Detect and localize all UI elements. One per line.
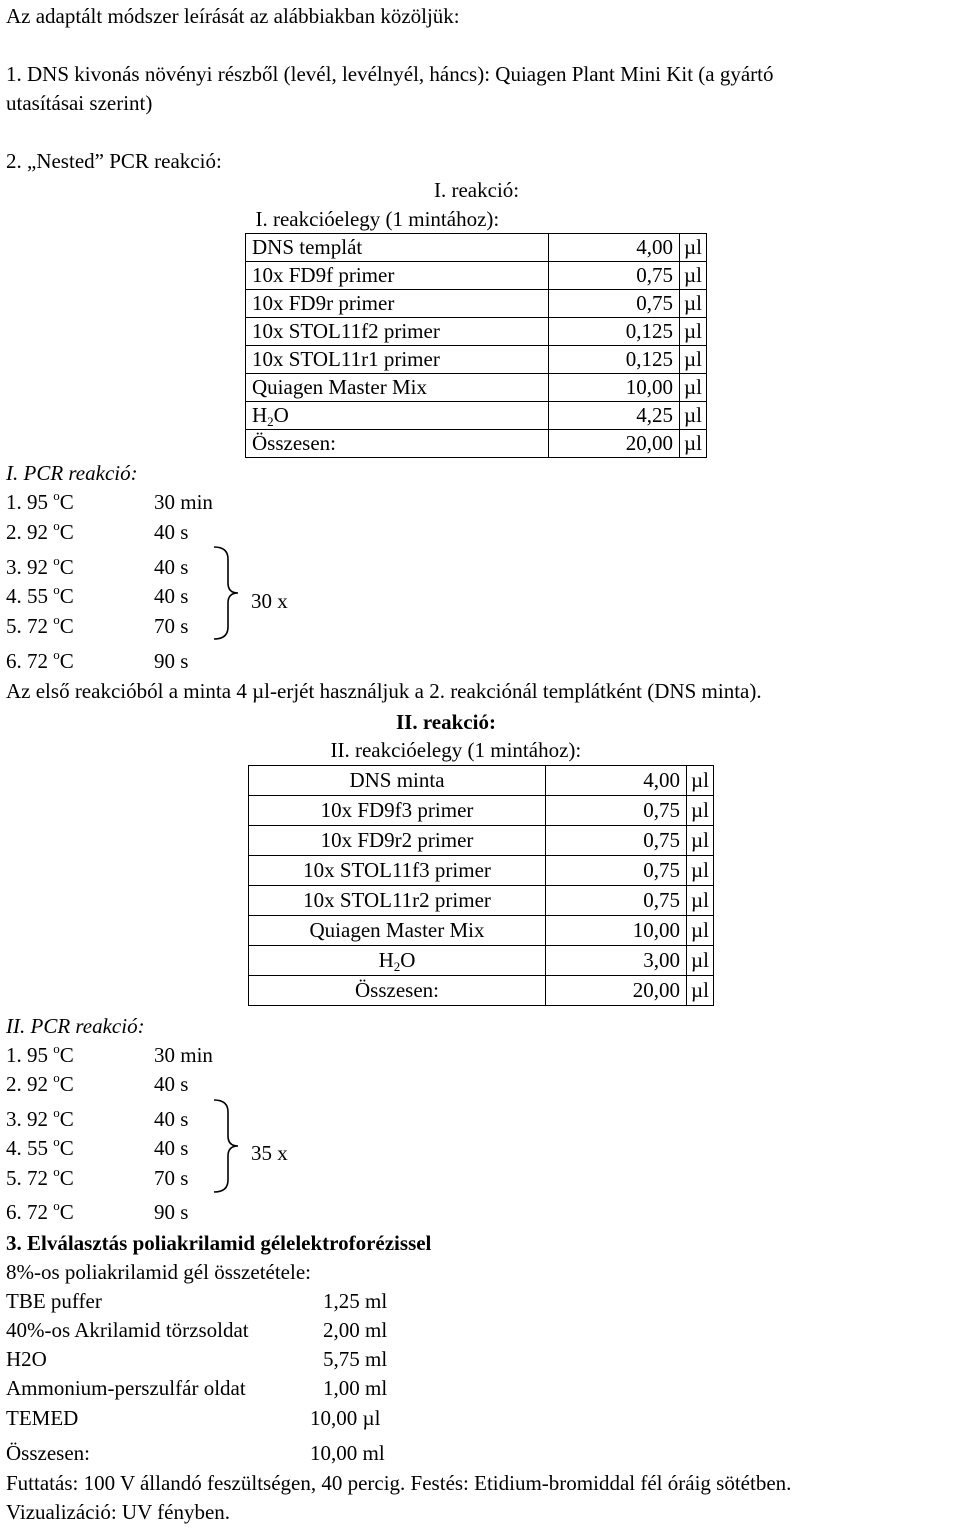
reagent-unit: µl — [680, 402, 707, 430]
reagent-volume: 0,75 — [546, 856, 687, 886]
pcr-step-temp: 3. 92 — [6, 555, 48, 579]
pcr-step-unit: C — [59, 555, 74, 579]
total-row — [249, 976, 714, 1006]
reagent-name: Quiagen Master Mix — [246, 374, 549, 402]
pcr-step-time: 40 s — [154, 1072, 189, 1096]
gel-component-amount: 1,00 ml — [323, 1376, 388, 1400]
pcr-step-time: 90 s — [154, 1200, 189, 1224]
gel-total-label: Összesen: — [6, 1441, 90, 1465]
reagent-name: 10x FD9f primer — [246, 262, 549, 290]
reagent-volume: 10,00 — [546, 916, 687, 946]
total-volume: 20,00 — [546, 976, 687, 1006]
pcr-step-unit: C — [59, 1166, 74, 1190]
total-row — [246, 430, 707, 458]
table-row — [246, 374, 707, 402]
table-row — [249, 826, 714, 856]
gel-component-name: H2O — [6, 1347, 47, 1371]
gel-component-name: TEMED — [6, 1406, 79, 1430]
gel-component-amount: 2,00 ml — [323, 1318, 388, 1342]
reagent-volume: 4,00 — [546, 766, 687, 796]
reagent-name: 10x FD9f3 primer — [249, 796, 546, 826]
reagent-volume: 0,75 — [546, 826, 687, 856]
reagent-unit: µl — [680, 318, 707, 346]
reagent-name: Quiagen Master Mix — [249, 916, 546, 946]
pcr-step-unit: C — [59, 490, 74, 514]
reagent-name-base: H — [378, 948, 394, 972]
reaction1-mix-title: I. reakcióelegy (1 mintához): — [255, 207, 500, 231]
intro-text: Az adaptált módszer leírását az alábbiakban közöljük: — [6, 4, 460, 28]
degree-sign: o — [53, 1041, 60, 1056]
pcr-step — [6, 518, 74, 544]
gel-component-name: TBE puffer — [6, 1289, 102, 1313]
reagent-name — [249, 946, 546, 976]
pcr-step-unit: C — [59, 520, 74, 544]
table-row — [246, 234, 707, 262]
pcr-step — [6, 1164, 74, 1190]
reagent-volume: 10,00 — [549, 374, 680, 402]
reagent-volume: 4,25 — [549, 402, 680, 430]
pcr-step-temp: 4. 55 — [6, 1136, 48, 1160]
pcr-step-unit: C — [59, 1200, 74, 1224]
degree-sign: o — [53, 1164, 60, 1179]
reagent-unit: µl — [680, 262, 707, 290]
reagent-name: 10x FD9r primer — [246, 290, 549, 318]
step1-line1: 1. DNS kivonás növényi részből (levél, levélnyél, háncs): Quiagen Plant Mini Kit (a gyártó — [6, 62, 774, 86]
pcr-step-temp: 6. 72 — [6, 649, 48, 673]
table-row — [249, 796, 714, 826]
table-row — [249, 946, 714, 976]
degree-sign: o — [53, 1198, 60, 1213]
pcr-step-unit: C — [59, 649, 74, 673]
pcr1-title: I. PCR reakció: — [6, 461, 138, 485]
transfer-note: Az első reakcióból a minta 4 µl-erjét használjuk a 2. reakciónál templátként (DNS minta). — [6, 679, 762, 703]
pcr-step — [6, 1198, 74, 1224]
degree-sign: o — [53, 488, 60, 503]
pcr-step-time: 70 s — [154, 1166, 189, 1190]
table-row — [246, 346, 707, 374]
degree-sign: o — [53, 518, 60, 533]
pcr-step-unit: C — [59, 614, 74, 638]
reagent-name-suffix: O — [273, 403, 289, 427]
gel-component-name: Ammonium-perszulfár oldat — [6, 1376, 246, 1400]
degree-sign: o — [53, 553, 60, 568]
visual-note: Vizualizáció: UV fényben. — [6, 1500, 231, 1524]
pcr-step — [6, 1041, 74, 1067]
reagent-name: 10x STOL11r1 primer — [246, 346, 549, 374]
pcr-step — [6, 553, 74, 579]
pcr-step — [6, 1070, 74, 1096]
degree-sign: o — [53, 1134, 60, 1149]
gel-component-amount: 10,00 µl — [310, 1406, 381, 1430]
gel-title: 8%-os poliakrilamid gél összetétele: — [6, 1260, 311, 1284]
degree-sign: o — [53, 647, 60, 662]
reagent-name: 10x STOL11r2 primer — [249, 886, 546, 916]
pcr-step-temp: 2. 92 — [6, 520, 48, 544]
total-unit: µl — [687, 976, 714, 1006]
pcr-step-unit: C — [59, 584, 74, 608]
pcr-step-time: 40 s — [154, 584, 189, 608]
reagent-volume: 0,125 — [549, 346, 680, 374]
step1-line2: utasításai szerint) — [6, 91, 153, 115]
degree-sign: o — [53, 612, 60, 627]
pcr-step-temp: 4. 55 — [6, 584, 48, 608]
reaction2-heading: II. reakció: — [396, 710, 496, 734]
reagent-volume: 0,75 — [549, 290, 680, 318]
pcr-step-temp: 1. 95 — [6, 490, 48, 514]
reaction1-heading: I. reakció: — [434, 178, 520, 202]
table-row — [249, 886, 714, 916]
reagent-unit: µl — [687, 826, 714, 856]
degree-sign: o — [53, 582, 60, 597]
pcr1-cycles: 30 x — [251, 589, 288, 613]
reagent-volume: 0,75 — [546, 886, 687, 916]
pcr-step-time: 40 s — [154, 520, 189, 544]
pcr-step-time: 90 s — [154, 649, 189, 673]
reagent-unit: µl — [680, 346, 707, 374]
reagent-name: 10x STOL11f2 primer — [246, 318, 549, 346]
table-row — [246, 402, 707, 430]
reagent-name-base: H — [252, 403, 268, 427]
pcr-step-unit: C — [59, 1072, 74, 1096]
table-row — [249, 916, 714, 946]
pcr-step-temp: 6. 72 — [6, 1200, 48, 1224]
table-row — [246, 318, 707, 346]
pcr2-cycle-brace — [212, 1098, 242, 1194]
reagent-volume: 3,00 — [546, 946, 687, 976]
pcr-step-time: 40 s — [154, 1107, 189, 1131]
total-label: Összesen: — [246, 430, 549, 458]
pcr-step — [6, 582, 74, 608]
reagent-volume: 0,75 — [549, 262, 680, 290]
pcr-step-temp: 5. 72 — [6, 614, 48, 638]
gel-total-value: 10,00 ml — [310, 1441, 385, 1465]
table-row — [249, 766, 714, 796]
gel-component-amount: 1,25 ml — [323, 1289, 388, 1313]
pcr-step — [6, 612, 74, 638]
total-label: Összesen: — [249, 976, 546, 1006]
reagent-unit: µl — [687, 856, 714, 886]
reagent-unit: µl — [687, 916, 714, 946]
reagent-volume: 4,00 — [549, 234, 680, 262]
step2-heading: 2. „Nested” PCR reakció: — [6, 149, 222, 173]
pcr-step — [6, 488, 74, 514]
degree-sign: o — [53, 1070, 60, 1085]
pcr-step — [6, 1105, 74, 1131]
total-unit: µl — [680, 430, 707, 458]
reagent-volume: 0,125 — [549, 318, 680, 346]
pcr-step-time: 30 min — [154, 1043, 213, 1067]
pcr-step-time: 70 s — [154, 614, 189, 638]
total-volume: 20,00 — [549, 430, 680, 458]
pcr1-cycle-brace — [212, 545, 242, 641]
gel-component-amount: 5,75 ml — [323, 1347, 388, 1371]
pcr2-title: II. PCR reakció: — [6, 1014, 145, 1038]
reagent-name: DNS minta — [249, 766, 546, 796]
reagent-volume: 0,75 — [546, 796, 687, 826]
run-note: Futtatás: 100 V állandó feszültségen, 40 percig. Festés: Etidium-bromiddal fél óráig sötétben. — [6, 1471, 792, 1495]
gel-component-name: 40%-os Akrilamid törzsoldat — [6, 1318, 249, 1342]
reagent-name-subscript: 2 — [393, 959, 401, 974]
reaction2-table — [248, 736, 714, 1006]
pcr-step-temp: 3. 92 — [6, 1107, 48, 1131]
pcr-step-temp: 1. 95 — [6, 1043, 48, 1067]
pcr-step-unit: C — [59, 1043, 74, 1067]
reagent-name-subscript: 2 — [267, 414, 274, 429]
pcr-step — [6, 647, 74, 673]
pcr-step-time: 30 min — [154, 490, 213, 514]
reagent-unit: µl — [680, 290, 707, 318]
reagent-unit: µl — [687, 946, 714, 976]
table-row — [246, 262, 707, 290]
reagent-name: 10x STOL11f3 primer — [249, 856, 546, 886]
pcr-step-time: 40 s — [154, 555, 189, 579]
pcr-step-unit: C — [59, 1136, 74, 1160]
reagent-name: 10x FD9r2 primer — [249, 826, 546, 856]
reagent-unit: µl — [680, 374, 707, 402]
table-row — [246, 290, 707, 318]
step3-title: 3. Elválasztás poliakrilamid gélelektroforézissel — [6, 1231, 432, 1255]
reaction2-mix-title: II. reakcióelegy (1 mintához): — [330, 738, 582, 762]
pcr-step-temp: 5. 72 — [6, 1166, 48, 1190]
degree-sign: o — [53, 1105, 60, 1120]
pcr2-cycles: 35 x — [251, 1141, 288, 1165]
pcr-step-time: 40 s — [154, 1136, 189, 1160]
reagent-unit: µl — [687, 796, 714, 826]
reagent-unit: µl — [680, 234, 707, 262]
reagent-unit: µl — [687, 766, 714, 796]
reagent-name: DNS templát — [246, 234, 549, 262]
pcr-step-unit: C — [59, 1107, 74, 1131]
reagent-unit: µl — [687, 886, 714, 916]
reaction1-table — [245, 206, 707, 458]
pcr-step — [6, 1134, 74, 1160]
reagent-name — [246, 402, 549, 430]
table-row — [249, 856, 714, 886]
pcr-step-temp: 2. 92 — [6, 1072, 48, 1096]
reagent-name-suffix: O — [400, 948, 416, 972]
